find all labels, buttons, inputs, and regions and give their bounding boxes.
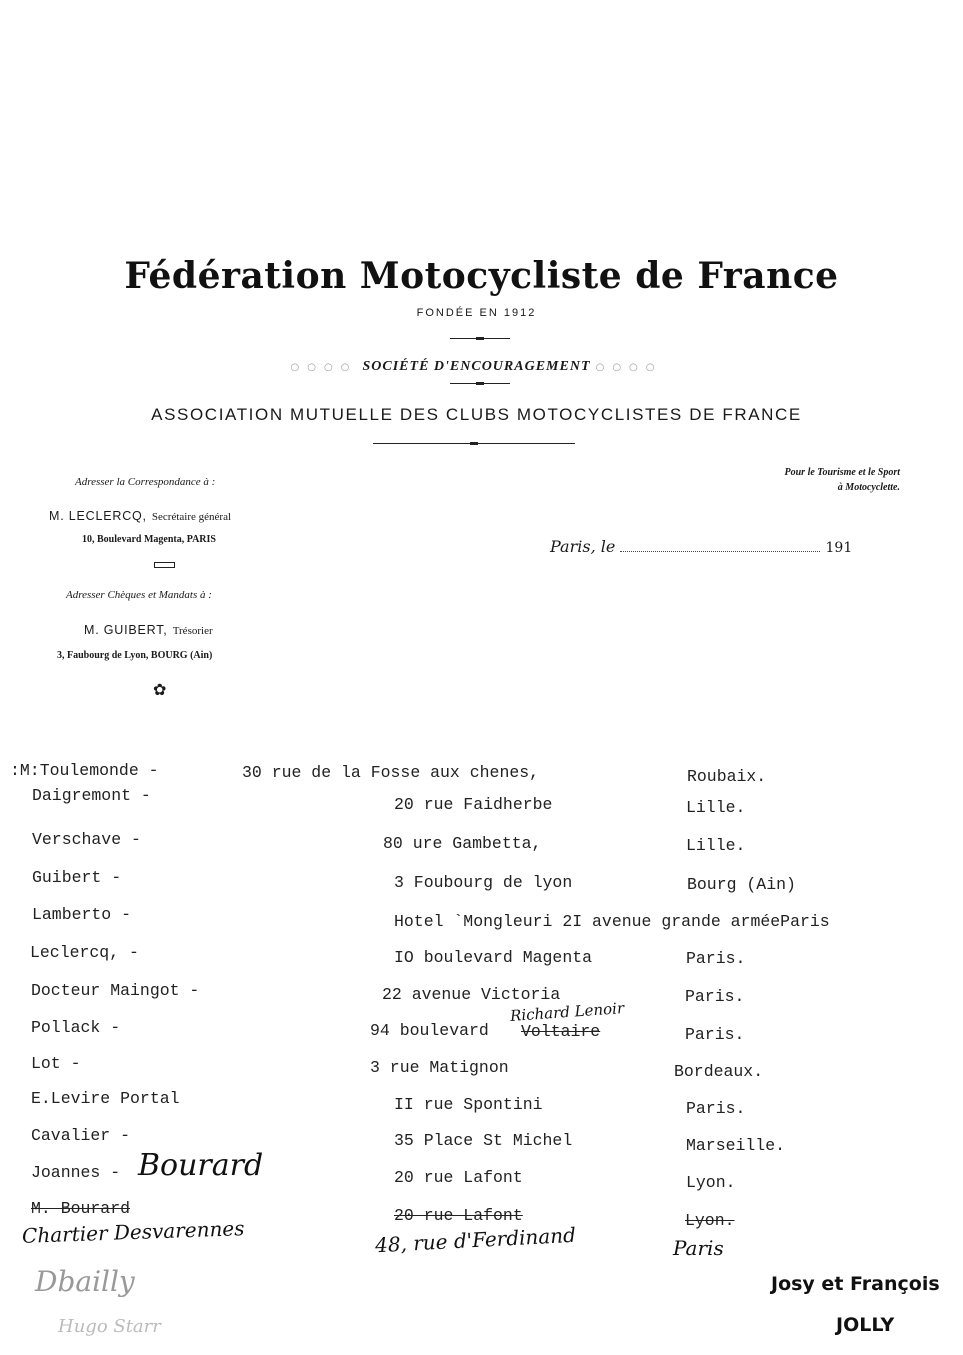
divider-box xyxy=(154,562,175,568)
member-address-9: 3 rue Matignon xyxy=(370,1058,509,1077)
member-address-10: II rue Spontini xyxy=(394,1095,543,1114)
member-name-9: Lot - xyxy=(31,1054,81,1073)
correspondence-label: Adresser la Correspondance à : xyxy=(75,476,216,488)
cheques-label: Adresser Chèques et Mandats à : xyxy=(66,589,212,601)
knot-ornament-icon: ✿ xyxy=(153,680,167,699)
correspondence-role: Secrétaire général xyxy=(151,511,232,523)
member-name-12: Joannes - xyxy=(31,1163,121,1182)
correspondence-name-text: M. LECLERCQ, xyxy=(49,509,147,523)
struck-row-city: Lyon. xyxy=(685,1211,735,1230)
member-city-10: Paris. xyxy=(686,1099,746,1118)
member-address-2: 20 rue Faidherbe xyxy=(394,795,553,814)
member-name-2: Daigremont - xyxy=(32,786,151,805)
member-address-8: 94 boulevard xyxy=(370,1021,489,1040)
joannes-handwritten-name: Bourard xyxy=(138,1148,264,1183)
association-line: ASSOCIATION MUTUELLE DES CLUBS MOTOCYCLISTES DE FRANCE xyxy=(151,405,802,424)
member-address-3: 80 ure Gambetta, xyxy=(383,834,542,853)
member-address-11: 35 Place St Michel xyxy=(394,1131,573,1150)
member-address-6: IO boulevard Magenta xyxy=(394,948,593,967)
societe-line xyxy=(0,355,953,375)
dateline-dots xyxy=(620,541,820,552)
cheques-role: Trésorier xyxy=(172,625,213,637)
member-address-5: Hotel `Mongleuri 2I avenue grande arméeParis xyxy=(394,912,830,931)
member-city-3: Lille. xyxy=(686,836,746,855)
pollack-handwritten-correction: Richard Lenoir xyxy=(509,999,625,1025)
member-name-5: Lamberto - xyxy=(32,905,132,924)
member-city-2: Lille. xyxy=(686,798,746,817)
handwritten-row-address: 48, rue d'Ferdinand xyxy=(374,1222,577,1258)
correspondence-address: 10, Boulevard Magenta, PARIS xyxy=(82,534,216,545)
handwritten-row-city: Paris xyxy=(673,1236,724,1260)
member-address-12: 20 rue Lafont xyxy=(394,1168,523,1187)
member-address-1: 30 rue de la Fosse aux chenes, xyxy=(242,763,540,782)
dateline-year: 191 xyxy=(825,540,853,556)
credit-line2: JOLLY xyxy=(836,1314,895,1336)
signature-2: Hugo Starr xyxy=(58,1316,161,1337)
ornament-circles-right: ○○○○ xyxy=(595,362,663,373)
societe-text: SOCIÉTÉ D'ENCOURAGEMENT xyxy=(362,359,591,374)
ornament-dot-3 xyxy=(470,442,478,445)
pollack-struck-word: Voltaire xyxy=(521,1022,601,1041)
dateline-prefix: Paris, le xyxy=(550,537,616,556)
member-city-1: Roubaix. xyxy=(687,767,767,786)
ornament-dot-2 xyxy=(476,382,484,385)
cheques-name xyxy=(84,619,213,638)
correspondence-name xyxy=(49,505,231,524)
member-address-4: 3 Foubourg de lyon xyxy=(394,873,573,892)
member-name-7: Docteur Maingot - xyxy=(31,981,200,1000)
member-city-8: Paris. xyxy=(685,1025,745,1044)
member-city-12: Lyon. xyxy=(686,1173,736,1192)
member-city-11: Marseille. xyxy=(686,1136,786,1155)
tagline-line2: à Motocyclette. xyxy=(837,482,900,493)
credit-line1: Josy et François xyxy=(771,1273,940,1295)
ornament-circles-left: ○○○○ xyxy=(290,362,358,373)
member-city-9: Bordeaux. xyxy=(674,1062,764,1081)
member-city-6: Paris. xyxy=(686,949,746,968)
member-name-6: Leclercq, - xyxy=(30,943,139,962)
member-address-7: 22 avenue Victoria xyxy=(382,985,561,1004)
struck-row-address: 20 rue Lafont xyxy=(394,1206,523,1225)
dateline xyxy=(550,537,870,556)
cheques-address: 3, Faubourg de Lyon, BOURG (Ain) xyxy=(57,650,213,661)
ornament-dot-1 xyxy=(476,337,484,340)
member-name-8: Pollack - xyxy=(31,1018,121,1037)
member-name-1: :M:Toulemonde - xyxy=(10,761,159,780)
handwritten-row-name: Chartier Desvarennes xyxy=(21,1216,245,1248)
member-name-10: E.Levire Portal xyxy=(31,1089,180,1108)
member-city-4: Bourg (Ain) xyxy=(687,875,796,894)
cheques-name-text: M. GUIBERT, xyxy=(84,623,168,637)
founded-line: FONDÉE EN 1912 xyxy=(416,307,537,319)
tagline-line1: Pour le Tourisme et le Sport xyxy=(784,467,900,478)
signature-1: Dbailly xyxy=(35,1265,135,1298)
tagline xyxy=(690,465,900,495)
member-name-4: Guibert - xyxy=(32,868,122,887)
member-city-7: Paris. xyxy=(685,987,745,1006)
struck-row-name: M. Bourard xyxy=(31,1199,131,1218)
member-name-11: Cavalier - xyxy=(31,1126,131,1145)
federation-title: Fédération Motocycliste de France xyxy=(124,255,839,297)
member-name-3: Verschave - xyxy=(32,830,141,849)
